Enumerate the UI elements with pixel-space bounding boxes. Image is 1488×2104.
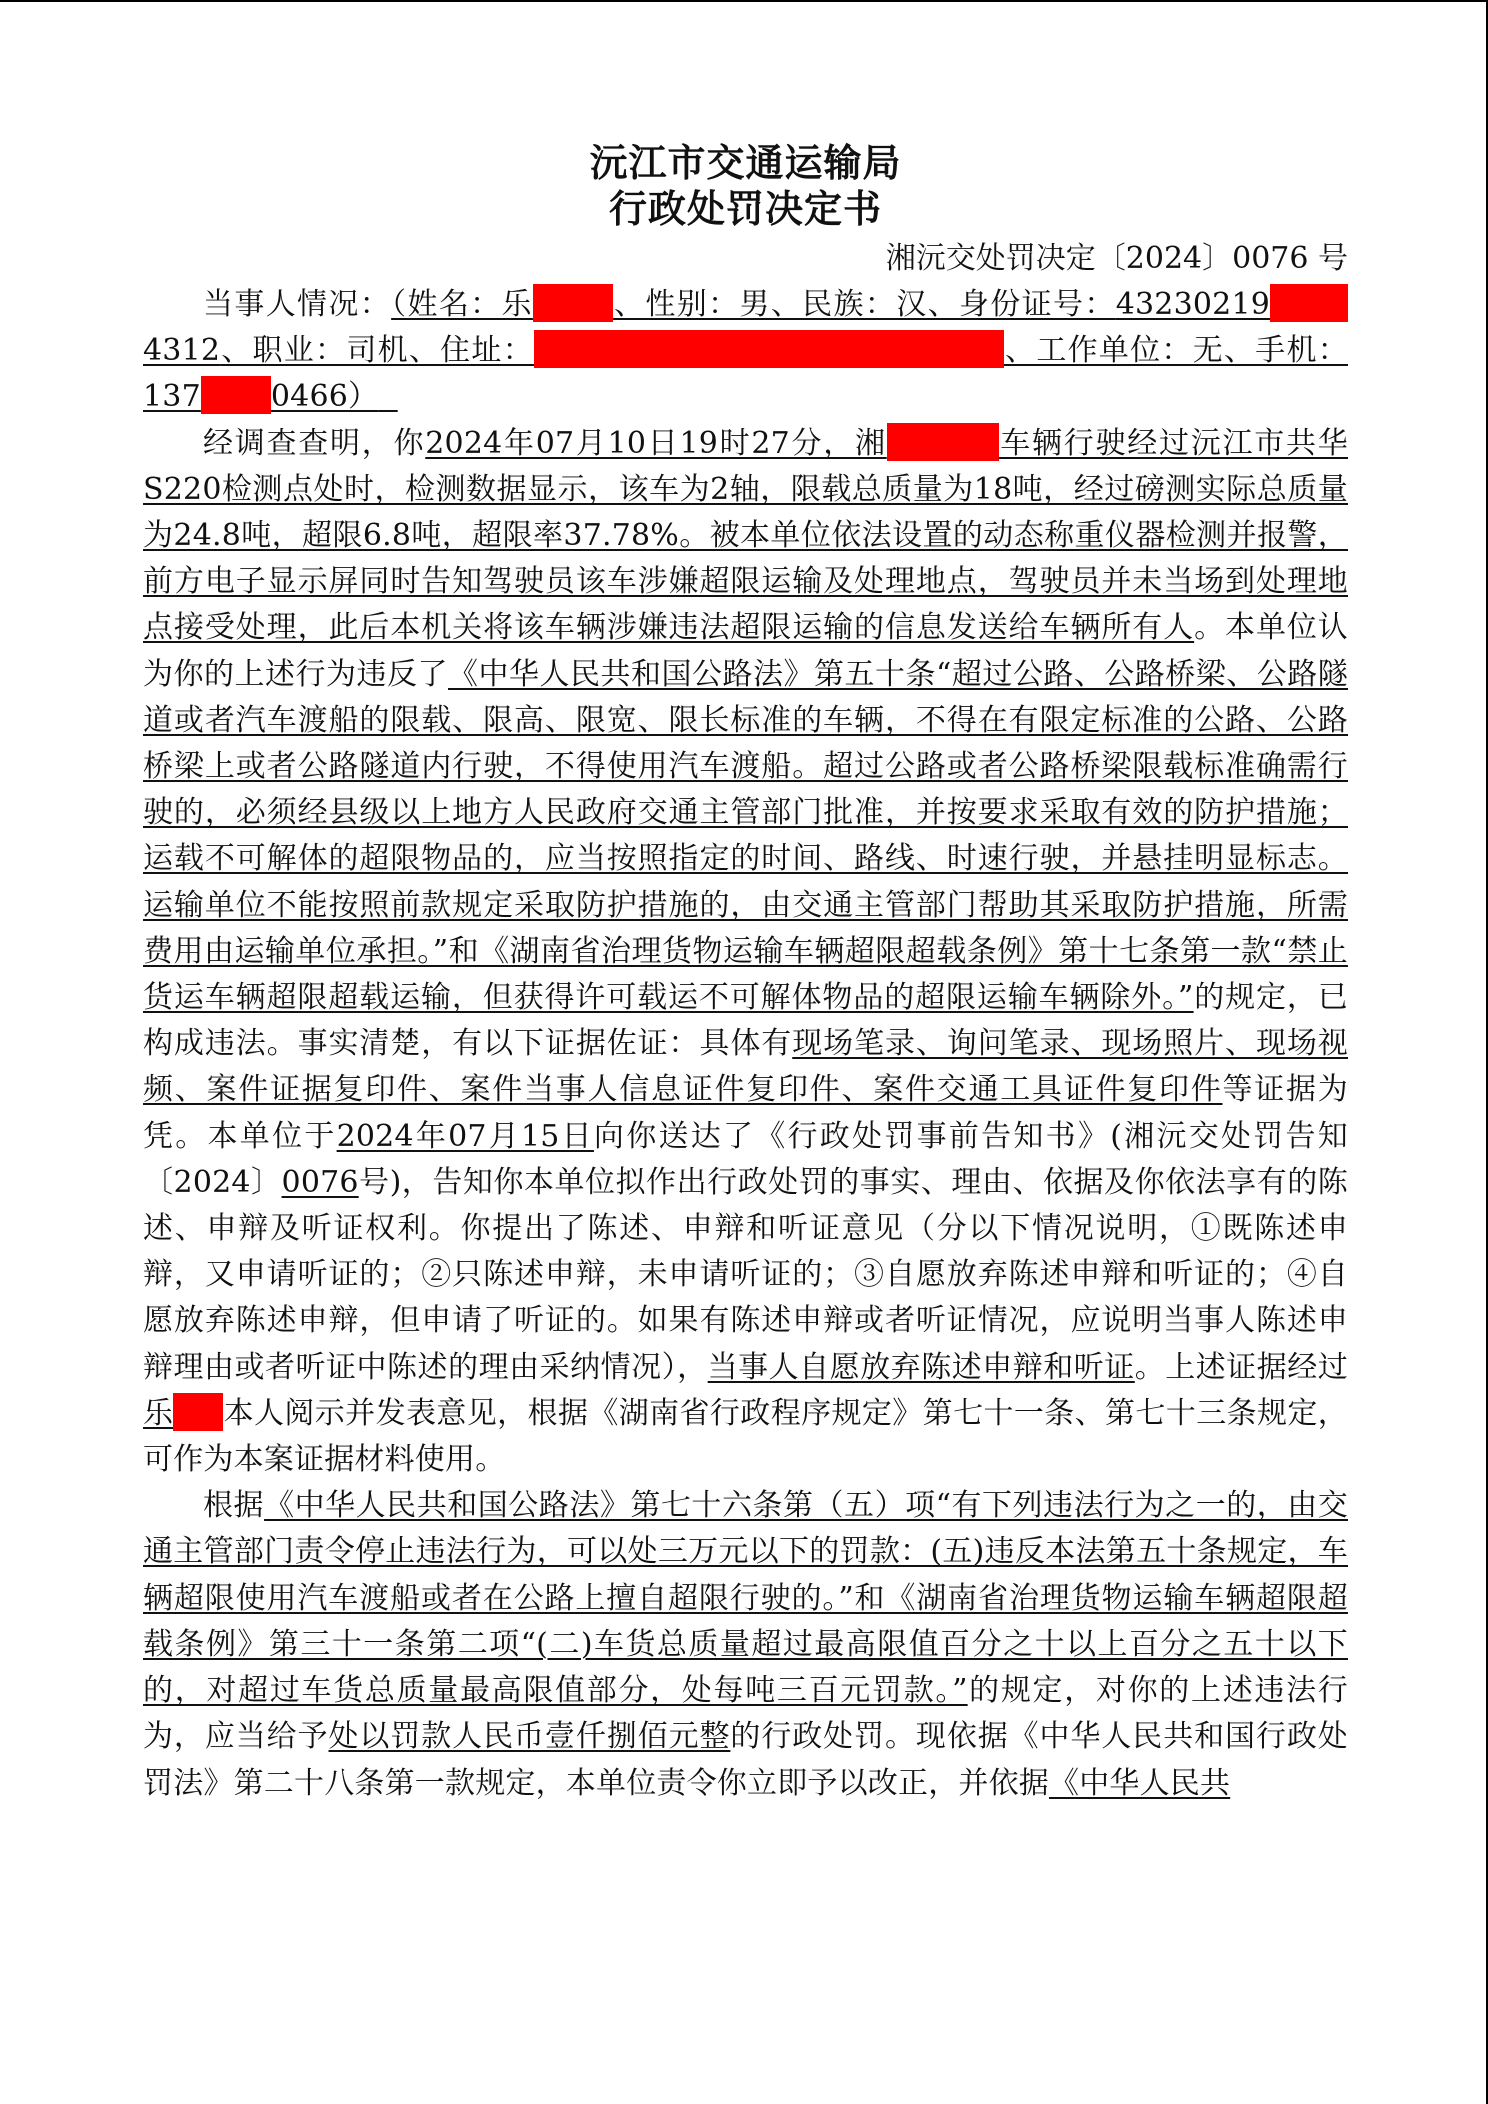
reviewer-surname: 乐 [143,1395,174,1431]
notice-number: 0076 [281,1164,359,1200]
penalty-intro: 的规定，对你的上述违法行为，应当给予 [143,1673,1348,1755]
redaction-address [534,330,1004,368]
penalty-amount: 处以罚款人民币壹仟捌佰元整 [328,1719,731,1755]
notice-reference: 向你送达了《行政处罚事前告知书》(湘沅交处罚告知〔2024〕 [143,1118,1348,1200]
phone-suffix: 0466 [270,379,349,415]
id-number-prefix: 43230219 [1115,287,1271,322]
redaction-plate [887,423,999,461]
party-occupation: 、职业：司机、住址： [220,333,534,369]
document-page [143,140,1348,1807]
facts-violation-intro: 。本单位认为你的上述行为违反了 [143,610,1348,692]
facts-legal-articles: 《中华人民共和国公路法》第五十条“超过公路、公路桥梁、公路隧道或者汽车渡船的限载、限高、限宽、限长标准的车辆，不得在有限定标准的公路、公路桥梁上或者公路隧道内行驶，不得使用汽车渡船。超过公路或者公路桥梁限载标准确需行驶的，必须经县级以上地方人民政府交通主管部门批准，并按要求采取有效的防护措施；运载不可解体的超限物品的，应当按照指定的时间、路线、时速行驶，并悬挂明显标志。运输单位不能按照前款规定采取防护措施的，由交通主管部门帮助其采取防护措施，所需费用由运输单位承担。”和《湖南省治理货物运输车辆超限超载条例》第十七条第一款“禁止货运车辆超限超载运输，但获得许可载运不可解体物品的超限运输车辆除外。” [143,656,1349,1016]
document-title: 行政处罚决定书 [608,187,882,231]
id-number-suffix: 4312 [143,333,221,369]
evidence-review-intro: 。上述证据经过 [1134,1349,1348,1385]
facts-time-plate: 2024年07月10日19时27分，湘 [425,425,887,461]
agency-title: 沅江市交通运输局 [589,141,902,185]
party-info-paragraph [143,282,1348,421]
redaction-reviewer [173,1393,223,1431]
phone-prefix: 137 [143,379,201,415]
party-label: 当事人情况： [203,287,392,322]
evidence-conclusion: 本人阅示并发表意见，根据《湖南省行政程序规定》第七十一条、第七十三条规定，可作为本案证据材料使用。 [143,1395,1349,1478]
document-number: 湘沅交处罚决定〔2024〕0076 号 [885,241,1348,276]
facts-intro: 经调查查明，你 [203,425,426,461]
facts-evidence-list: 现场笔录、询问笔录、现场照片、现场视频、案件证据复印件、案件当事人信息证件复印件、案件交通工具证件复印件 [143,1026,1348,1108]
party-close-paren: ） [348,379,379,415]
facts-notice-intro: 等证据为凭。本单位于 [143,1072,1348,1154]
facts-description: 车辆行驶经过沅江市共华S220检测点处时，检测数据显示，该车为2轴，限载总质量为18吨，经过磅测实际总质量为24.8吨，超限6.8吨，超限率37.78%。被本单位依法设置的动态称重仪器检测并报警，前方电子显示屏同时告知驾驶员该车涉嫌超限运输及处理地点，驾驶员并未当场到处理地点接受处理，此后本机关将该车辆涉嫌违法超限运输的信息发送给车辆所有人 [143,425,1349,646]
party-gender-ethnicity: 、性别：男、民族：汉、身份证号： [612,287,1116,322]
redaction-name [533,284,613,322]
party-employer-phone: 、工作单位：无、手机： [1003,333,1349,369]
party-waiver: 当事人自愿放弃陈述申辩和听证 [707,1349,1135,1385]
basis-intro: 根据 [203,1488,265,1524]
basis-legal-articles: 《中华人民共和国公路法》第七十六条第（五）项“有下列违法行为之一的，由交通主管部门责令停止违法行为，可以处三万元以下的罚款：(五)违反本法第五十条规定，车辆超限使用汽车渡船或者在公路上擅自超限行驶的。”和《湖南省治理货物运输车辆超限超载条例》第三十一条第二项“(二)车货总质量超过最高限值百分之十以上百分之五十以下的，对超过车货总质量最高限值部分，处每吨三百元罚款。” [143,1488,1348,1709]
document-body [143,282,1348,1807]
notice-date: 2024年07月15日 [336,1118,594,1154]
party-name-label: （姓名：乐 [391,287,533,322]
facts-paragraph [143,421,1348,1484]
page-border-top [0,0,1488,2]
penalty-basis: 的行政处罚。现依据《中华人民共和国行政处罚法》第二十八条第一款规定，本单位责令你立即予以改正，并依据 [143,1719,1348,1801]
basis-paragraph [143,1483,1348,1806]
facts-hearing-rights: 号)，告知你本单位拟作出行政处罚的事实、理由、依据及你依法享有的陈述、申辩及听证权利。你提出了陈述、申辩和听证意见（分以下情况说明，①既陈述申辩，又申请听证的；②只陈述申辩，未申请听证的；③自愿放弃陈述申辩和听证的；④自愿放弃陈述申辩，但申请了听证的。如果有陈述申辩或者听证情况，应说明当事人陈述申辩理由或者听证中陈述的理由采纳情况）， [143,1164,1348,1385]
penalty-law-reference: 《中华人民共 [1049,1765,1231,1801]
redaction-id [1270,284,1348,322]
facts-evidence-intro: 的规定，已构成违法。事实清楚，有以下证据佐证：具体有 [143,980,1348,1062]
reviewer-name [143,1396,223,1431]
redaction-phone [201,376,271,414]
